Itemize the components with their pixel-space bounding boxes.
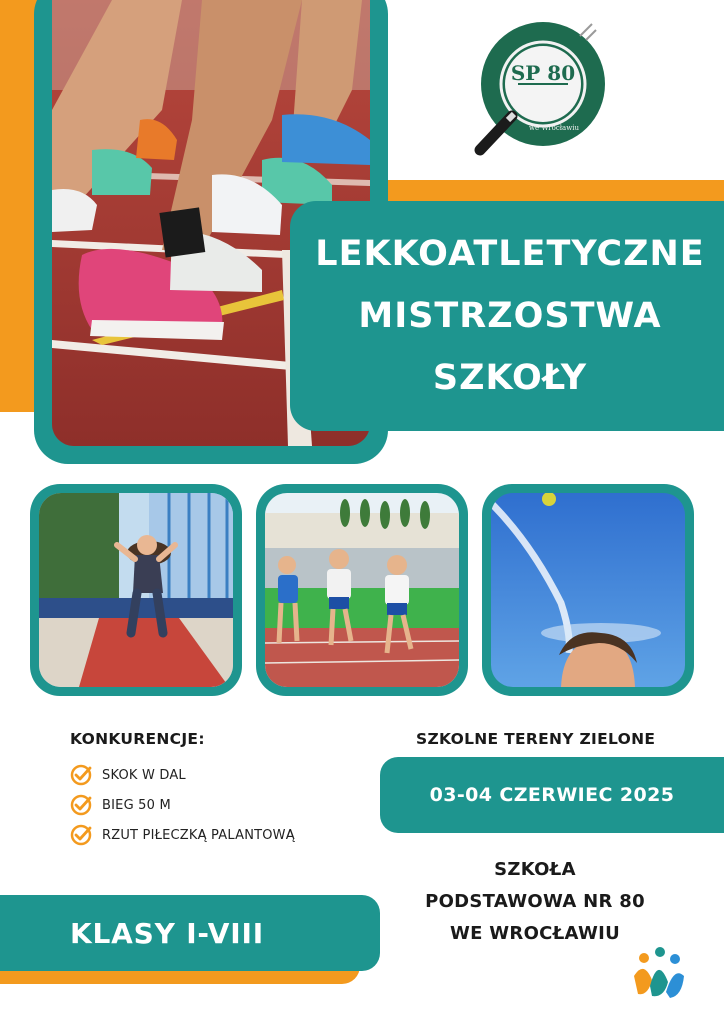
title-line-1: LEKKOATLETYCZNE bbox=[315, 234, 705, 274]
long-jump-photo bbox=[39, 493, 233, 687]
ball-sky-image bbox=[491, 493, 685, 687]
school-logo bbox=[468, 22, 618, 164]
event-label: BIEG 50 M bbox=[102, 797, 171, 813]
classes-label: KLASY I-VIII bbox=[70, 916, 264, 950]
event-date: 03-04 CZERWIEC 2025 bbox=[429, 784, 675, 806]
list-item bbox=[70, 760, 295, 790]
kids-running-image bbox=[265, 493, 459, 687]
long-jump-image bbox=[39, 493, 233, 687]
date-banner bbox=[380, 757, 724, 833]
people-figures-icon bbox=[630, 946, 686, 1000]
classes-banner bbox=[0, 895, 380, 971]
magnifier-logo-icon bbox=[468, 22, 618, 164]
list-item bbox=[70, 820, 295, 850]
kids-running-card bbox=[256, 484, 468, 696]
check-circle-icon bbox=[70, 764, 92, 786]
events-list bbox=[70, 760, 295, 850]
logo-text: SP 80 bbox=[510, 61, 576, 85]
event-label: SKOK W DAL bbox=[102, 767, 186, 783]
check-circle-icon bbox=[70, 824, 92, 846]
long-jump-card bbox=[30, 484, 242, 696]
title-line-2: MISTRZOSTWA bbox=[358, 296, 662, 336]
events-heading: KONKURENCJE: bbox=[70, 730, 205, 748]
title-banner bbox=[290, 201, 724, 431]
list-item bbox=[70, 790, 295, 820]
venue-label: SZKOLNE TERENY ZIELONE bbox=[416, 730, 656, 748]
school-name bbox=[410, 854, 660, 950]
ball-throw-photo bbox=[491, 493, 685, 687]
check-circle-icon bbox=[70, 794, 92, 816]
school-line-1: SZKOŁA bbox=[494, 859, 576, 880]
event-label: RZUT PIŁECZKĄ PALANTOWĄ bbox=[102, 827, 295, 843]
kids-running-photo bbox=[265, 493, 459, 687]
logo-subtext: we Wrocławiu bbox=[529, 124, 579, 132]
school-line-3: WE WROCŁAWIU bbox=[449, 923, 621, 944]
title-line-3: SZKOŁY bbox=[432, 358, 588, 398]
ball-sky-card bbox=[482, 484, 694, 696]
school-line-2: PODSTAWOWA NR 80 bbox=[425, 891, 645, 912]
